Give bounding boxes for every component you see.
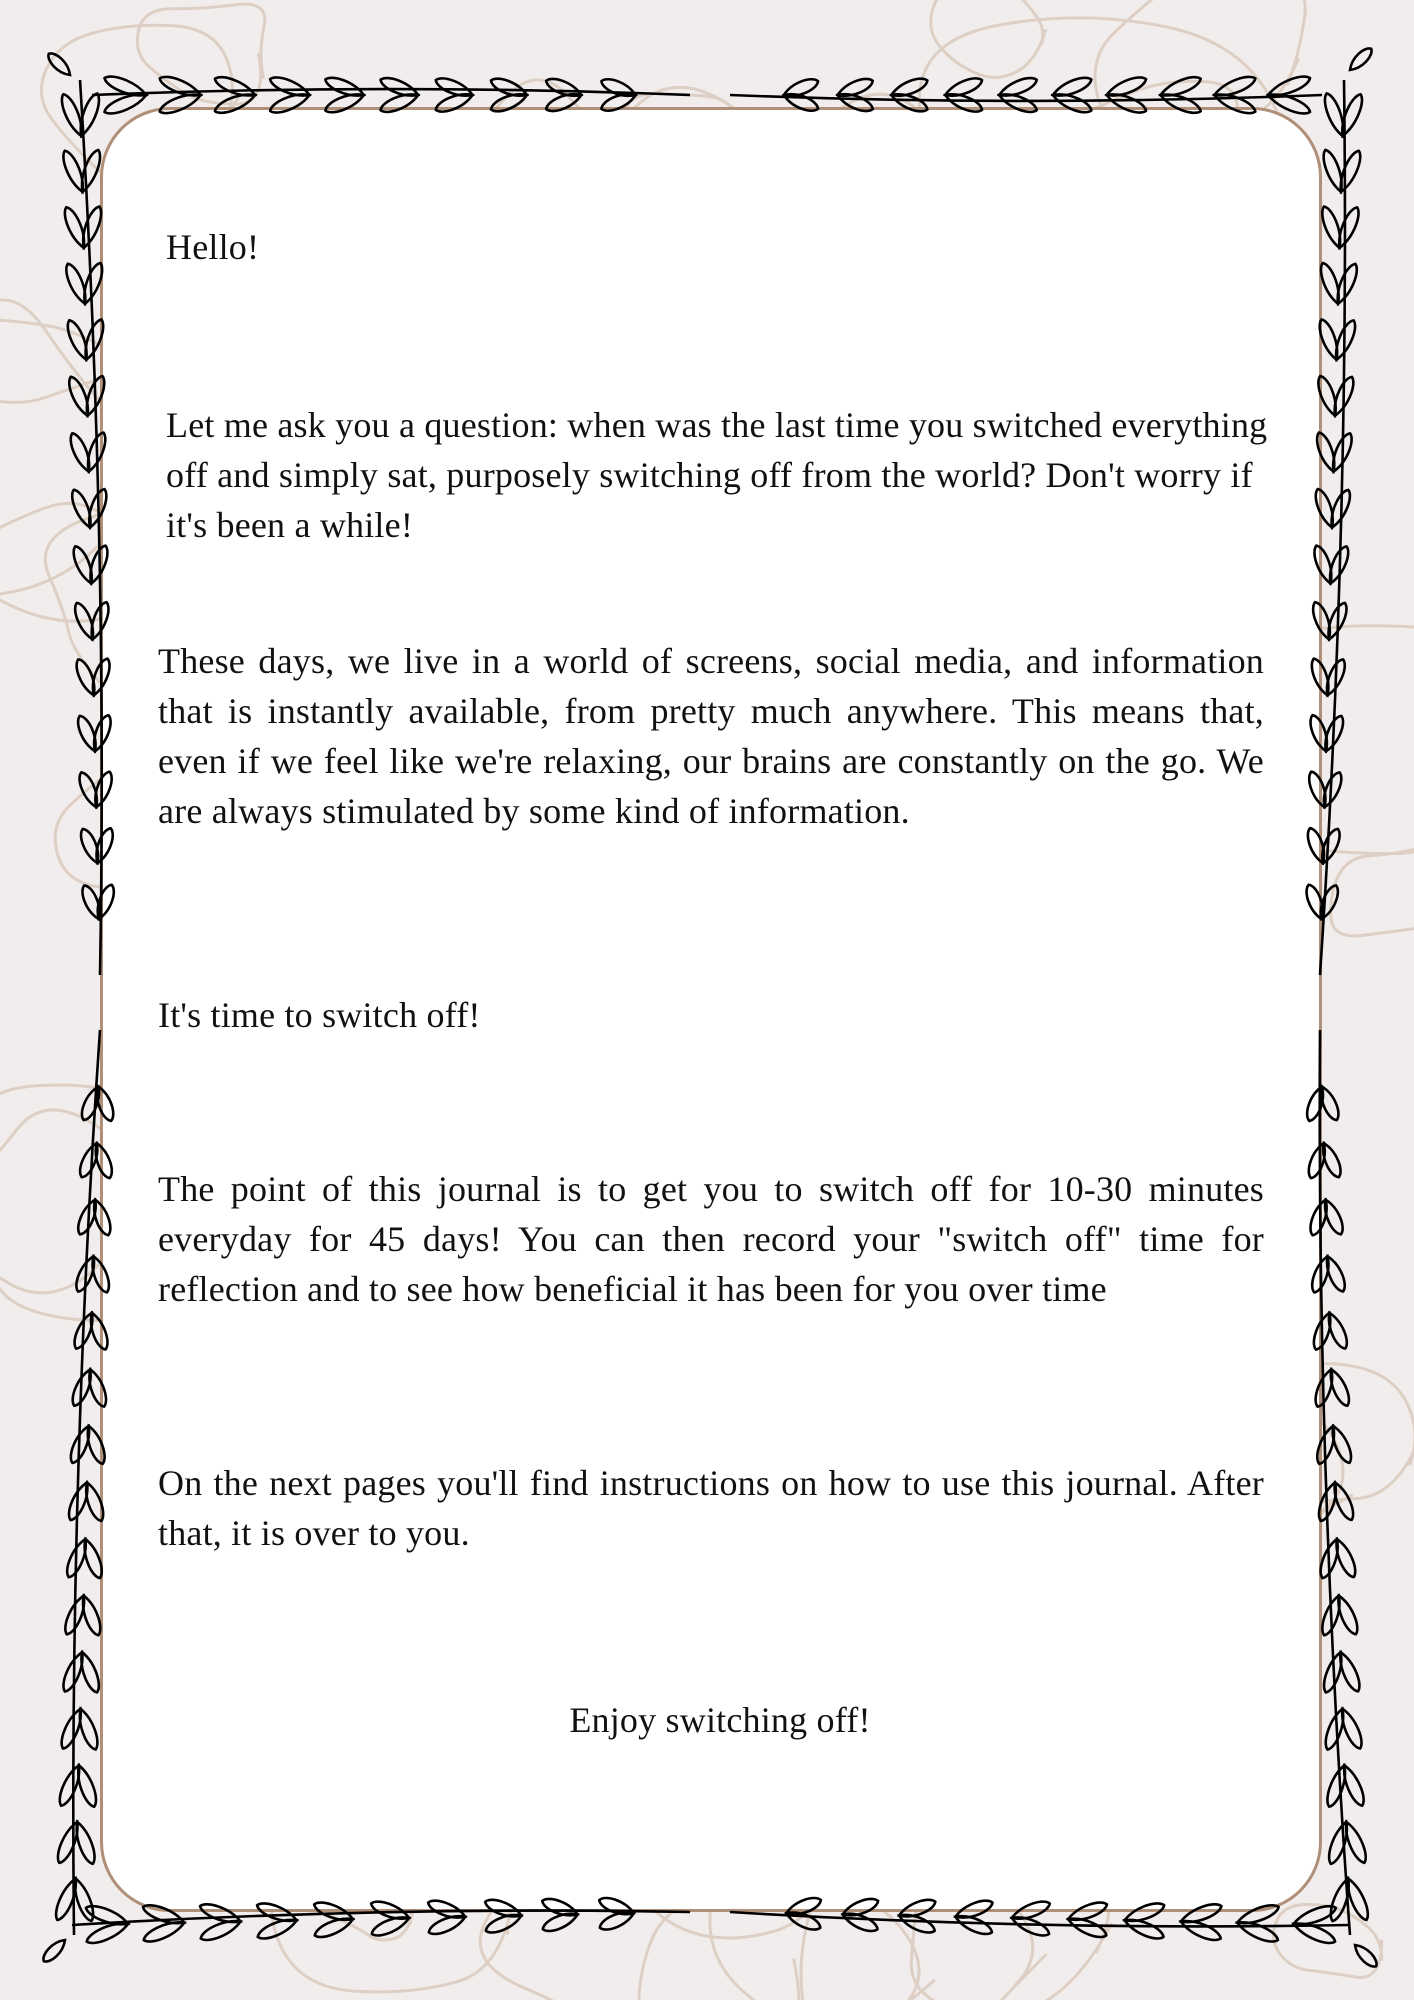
paragraph-screens: These days, we live in a world of screens, social media, and information that is instantly available, from pretty much anywhere. This means that, even if we feel like we're relaxing, our brains are constantly on the go. We are always stimulated by some kind of information.	[158, 641, 1264, 831]
greeting: Hello!	[166, 227, 260, 267]
closing-line: Enjoy switching off!	[569, 1700, 871, 1740]
paragraph-journal-purpose: The point of this journal is to get you to switch off for 10-30 minutes everyday for 45 days! You can then record your "switch off" time for reflection and to see how beneficial it has been for you over time	[158, 1169, 1264, 1309]
paragraph-next-pages: On the next pages you'll find instructions on how to use this journal. After that, it is over to you.	[158, 1463, 1264, 1553]
paragraph-switch-off-call: It's time to switch off!	[158, 995, 481, 1035]
paragraph-question: Let me ask you a question: when was the last time you switched everything off and simply sat, purposely switching off from the world? Don't worry if it's been a while!	[166, 405, 1268, 545]
